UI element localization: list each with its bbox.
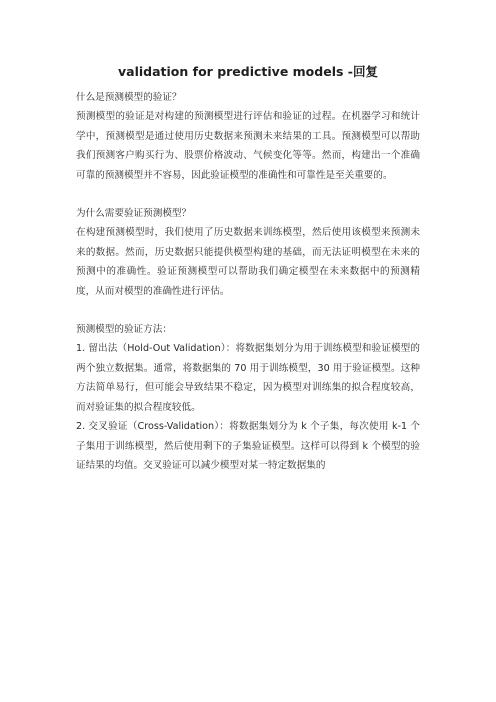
paragraph-gap [76, 301, 420, 320]
section-question-2: 为什么需要验证预测模型？ [76, 208, 192, 220]
section-question-1: 什么是预测模型的验证？ [76, 92, 182, 103]
paragraph-gap [76, 185, 420, 204]
method-item-1: 1. 留出法（Hold-Out Validation）：将数据集划分为用于训练模型和验证模型的两个独立数据集。通常，将数据集的 70 用于训练模型，30 用于验证模型。这种方法简单易行，但可能会导致结果不稳定，因为模型对训练集的拟合程度较高，而对验证集的拟合程度较低。 [76, 343, 420, 413]
section-body-1: 预测模型的验证是对构建的预测模型进行评估和验证的过程。在机器学习和统计学中，预测模型是通过使用历史数据来预测未来结果的工具。预测模型可以帮助我们预测客户购买行为、股票价格波动、气候变化等等。然而，构建出一个准确可靠的预测模型并不容易，因此验证模型的准确性和可靠性是至关重要的。 [76, 111, 420, 181]
document-title: validation for predictive models -回复 [118, 64, 378, 79]
method-item-2: 2. 交叉验证（Cross-Validation）：将数据集划分为 k 个子集，每次使用 k-1 个子集用于训练模型，然后使用剩下的子集验证模型。这样可以得到 k 个模型的验证结果的均值。交叉验证可以减少模型对某一特定数据集的 [76, 421, 420, 471]
methods-heading: 预测模型的验证方法： [76, 324, 172, 336]
section-body-2: 在构建预测模型时，我们使用了历史数据来训练模型，然后使用该模型来预测未来的数据。然而，历史数据只能提供模型构建的基础，而无法证明模型在未来的预测中的准确性。验证预测模型可以帮助我们确定模型在未来数据中的预测精度，从而对模型的准确性进行评估。 [76, 227, 420, 297]
